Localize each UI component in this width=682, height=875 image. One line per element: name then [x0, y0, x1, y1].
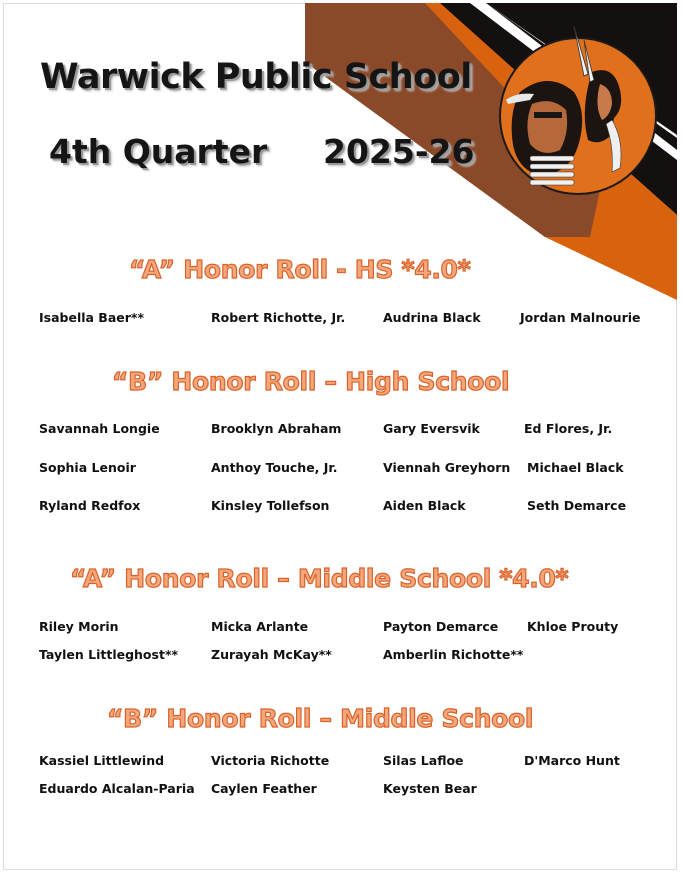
student-name: Keysten Bear: [383, 781, 477, 796]
student-name: Riley Morin: [39, 619, 119, 634]
student-name: Payton Demarce: [383, 619, 499, 634]
student-name: Anthoy Touche, Jr.: [211, 460, 338, 475]
student-name: Jordan Malnourie: [520, 310, 641, 325]
student-name: Aiden Black: [383, 498, 466, 513]
student-name: Silas Lafloe: [383, 753, 464, 768]
school-year: 2025-26: [323, 132, 475, 171]
a-honor-roll-ms-heading: “A” Honor Roll – Middle School *4.0*: [70, 564, 569, 593]
student-name: Ryland Redfox: [39, 498, 141, 513]
student-name: Kassiel Littlewind: [39, 753, 165, 768]
student-name: Viennah Greyhorn: [383, 460, 511, 475]
student-name: D'Marco Hunt: [524, 753, 620, 768]
student-name: Savannah Longie: [39, 421, 160, 436]
student-name: Brooklyn Abraham: [211, 421, 342, 436]
student-name: Eduardo Alcalan-Paria: [39, 781, 195, 796]
student-name: Micka Arlante: [211, 619, 309, 634]
a-honor-roll-hs-heading: “A” Honor Roll - HS *4.0*: [129, 255, 471, 284]
b-honor-roll-ms-heading: “B” Honor Roll – Middle School: [107, 704, 534, 733]
quarter-label: 4th Quarter: [49, 132, 268, 171]
student-name: Khloe Prouty: [527, 619, 619, 634]
student-name: Caylen Feather: [211, 781, 317, 796]
school-title: Warwick Public School: [40, 57, 472, 97]
student-name: Audrina Black: [383, 310, 481, 325]
student-name: Amberlin Richotte**: [383, 647, 524, 662]
student-name: Taylen Littleghost**: [39, 647, 179, 662]
student-name: Gary Eversvik: [383, 421, 480, 436]
b-honor-roll-hs-heading: “B” Honor Roll – High School: [112, 367, 510, 396]
student-name: Ed Flores, Jr.: [524, 421, 613, 436]
student-name: Victoria Richotte: [211, 753, 330, 768]
student-name: Zurayah McKay**: [211, 647, 332, 662]
student-name: Isabella Baer**: [39, 310, 144, 325]
student-name: Robert Richotte, Jr.: [211, 310, 346, 325]
student-name: Sophia Lenoir: [39, 460, 136, 475]
student-name: Kinsley Tollefson: [211, 498, 330, 513]
student-name: Michael Black: [527, 460, 624, 475]
student-name: Seth Demarce: [527, 498, 627, 513]
